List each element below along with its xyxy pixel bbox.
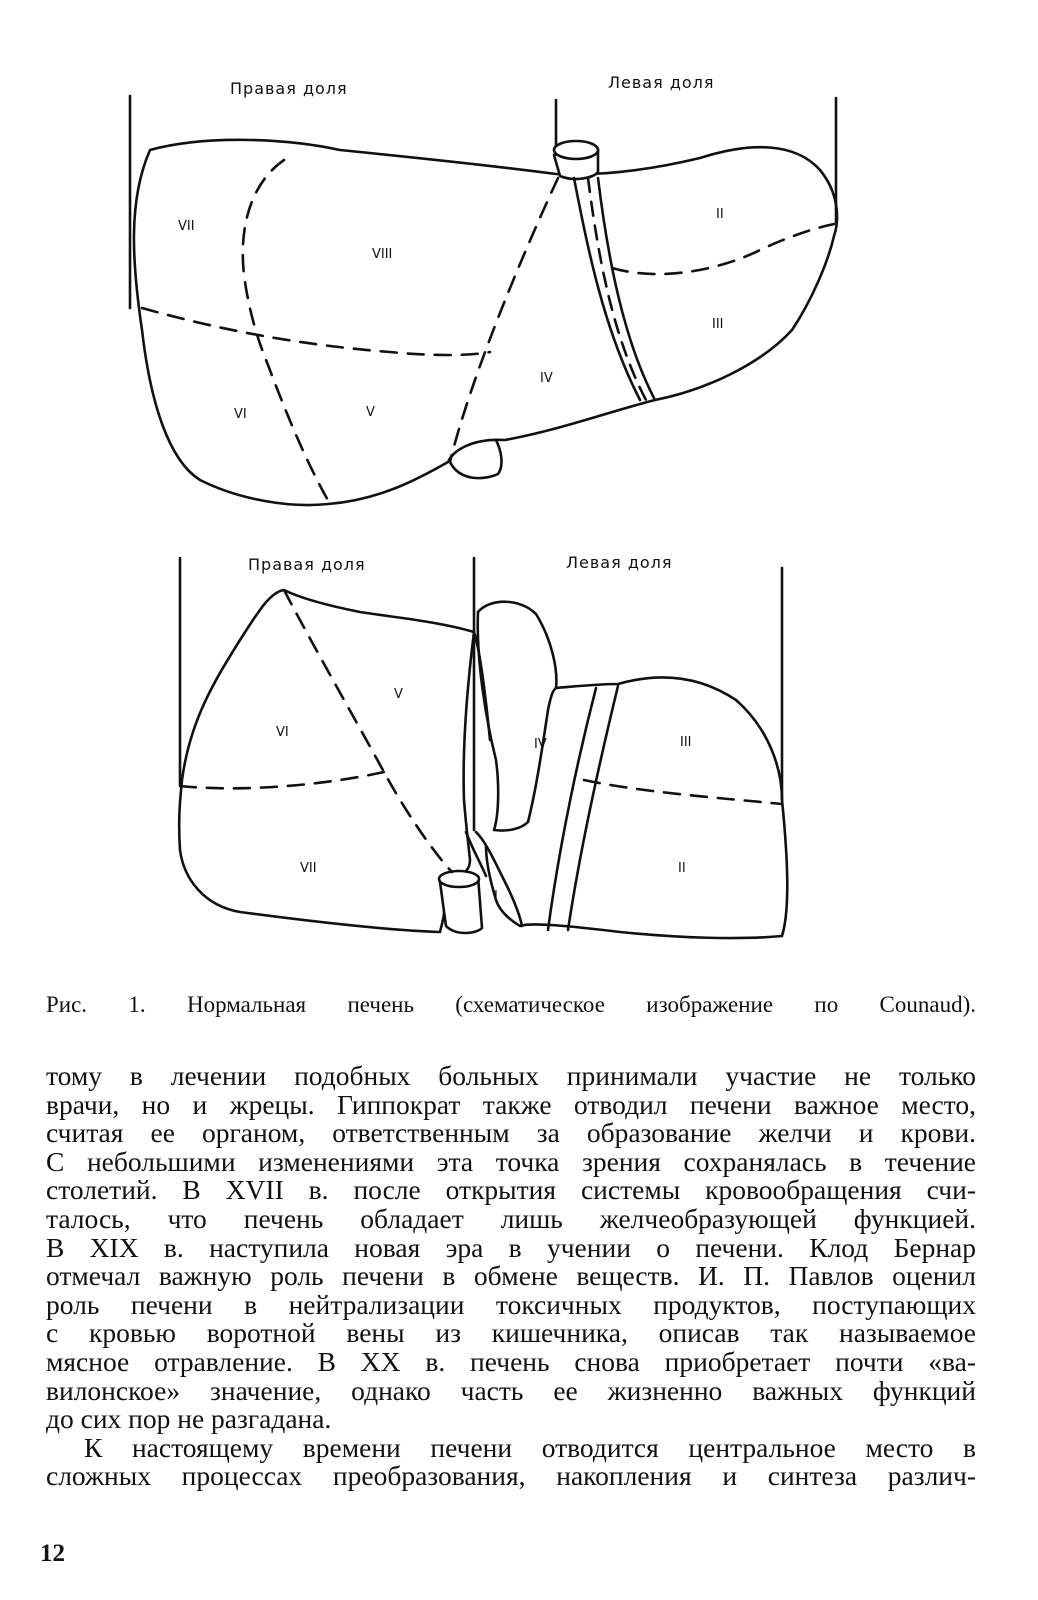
bottom-segment-i: I [494,889,498,904]
bottom-vena-cava-opening [439,871,479,887]
top-segment-ii: II [716,207,724,222]
paragraph-1 [46,1062,976,1434]
text-line: вилонское» значение, однако часть ее жизненно важных функций [46,1374,976,1406]
text-line: отмечал важную роль печени в обмене веществ. И. П. Павлов оценил [46,1260,976,1292]
top-segment-viii: VIII [372,247,393,262]
bottom-left-lobe-label: Левая доля [566,553,673,572]
bottom-segment-v: V [394,687,403,702]
top-border-iv [450,178,558,462]
figure-caption: Рис. 1. Нормальная печень (схематическое изображение по Counaud). [46,992,976,1017]
bottom-segment-ii: II [678,861,686,876]
top-ligament-line-2 [598,178,654,398]
top-segment-iv: IV [540,371,553,386]
bottom-ligament-line-2 [568,686,618,930]
text-line: врачи, но и жрецы. Гиппократ также отводил печени важное место, [46,1088,976,1120]
bottom-border-ii-iii [584,780,782,804]
text-line: В XIX в. наступила новая эра в учении о печени. Клод Бернар [46,1231,976,1263]
bottom-left-outline [478,602,787,938]
text-line: С небольшими изменениями эта точка зрения сохранялась в течение [46,1145,976,1177]
top-vena-cava-opening [554,141,598,159]
bottom-segment-i-outline [476,832,522,926]
paragraph-2 [46,1431,976,1492]
text-line: мясное отравление. В XX в. печень снова приобретает почти «ва- [46,1345,976,1377]
bottom-border-v-vi [284,590,452,872]
body-text [46,1062,976,1491]
top-segment-iii: III [712,317,724,332]
bottom-liver-diagram [179,553,787,938]
bottom-segment-vi: VI [276,725,289,740]
text-line: сложных процессах преобразования, накопления и синтеза различ- [46,1460,976,1492]
page-number: 12 [40,1540,65,1567]
top-border-ii-iii [612,224,834,274]
top-segment-v: V [366,405,375,420]
top-segment-vii: VII [178,219,195,234]
bottom-right-outline [179,590,474,932]
top-segment-vi: VI [234,407,247,422]
bottom-segment-iv-outline [478,612,556,831]
text-line: К настоящему времени печени отводится центральное место в [84,1431,976,1463]
bottom-right-lobe-label: Правая доля [248,555,366,574]
text-line: роль печени в нейтрализации токсичных продуктов, поступающих [46,1288,976,1320]
top-liver-diagram [130,73,837,505]
top-border-vii-viii [243,160,330,504]
text-line: считая ее органом, ответственным за образование желчи и крови. [46,1117,976,1149]
top-liver-outline [134,140,837,505]
top-right-lobe-label: Правая доля [230,79,348,98]
text-line: талось, что печень обладает лишь желчеобразующей функцией. [46,1202,976,1234]
bottom-segment-iv: IV [534,737,547,752]
text-line: с кровью воротной вены из кишечника, описав так называемое [46,1317,976,1349]
bottom-border-vi-vii [180,772,384,788]
text-line: до сих пор не разгадана. [46,1403,332,1435]
top-left-lobe-label: Левая доля [608,73,715,92]
text-line: тому в лечении подобных больных принимали участие не только [46,1060,976,1091]
top-gallbladder [450,440,502,478]
text-line: столетий. В XVII в. после открытия системы кровообращения счи- [46,1174,976,1206]
bottom-segment-iii: III [680,735,692,750]
bottom-segment-vii: VII [300,861,317,876]
top-border-horizontal-right [142,308,490,355]
